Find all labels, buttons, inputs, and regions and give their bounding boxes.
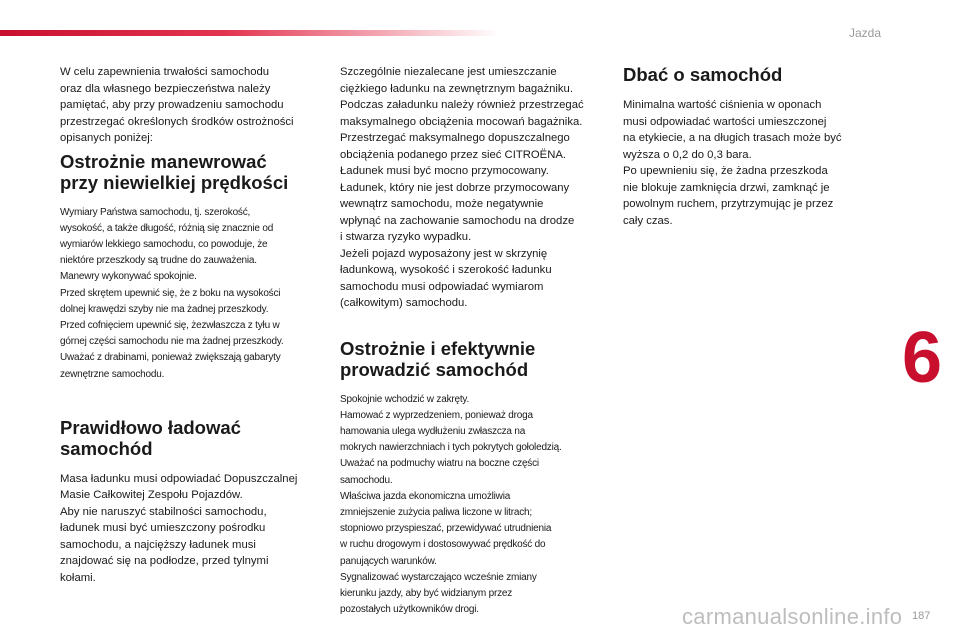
section-title: Jazda: [849, 26, 882, 40]
heading-maneuver: Ostrożnie manewrować przy niewielkiej prędkości: [60, 150, 289, 193]
watermark: carmanualsonline.info: [682, 604, 903, 629]
chapter-number: 6: [902, 318, 943, 398]
maneuver-paragraph: Wymiary Państwa samochodu, tj. szerokość, wysokość, a także długość, różnią się znacznie od wymiarów lekkiego samochodu, co powoduje, że niektóre przeszkody są trudne do zauważenia. Manewry wykonywać spokojnie. Przed skrętem upewnić się, że z boku na wysokości dolnej krawędzi szyby nie ma żadnej przeszkody. Przed cofnięciem upewnić się, żezwłaszcza z tyłu w górnej części samochodu nie ma żadnej przeszkody. Uważać z drabinami, ponieważ zwiększają gabaryty zewnętrzne samochodu.: [60, 206, 284, 380]
loading-paragraph: Masa ładunku musi odpowiadać Dopuszczalnej Masie Całkowitej Zespołu Pojazdów. Aby nie naruszyć stabilności samochodu, ładunek musi być umieszczony pośrodku samochodu, a najcięższy ładunek musi znajdować się na podłodze, przed tylnymi kołami.: [60, 472, 298, 584]
cargo-paragraph: Szczególnie niezalecane jest umieszczanie ciężkiego ładunku na zewnętrznym bagażniku. Podczas załadunku należy również przestrzegać maksymalnego obciążenia mocowań bagażnika. Przestrzegać maksymalnego dopuszczalnego obciążenia podanego przez sieć CITROËNA. Ładunek musi być mocno przymocowany. Ładunek, który nie jest dobrze przymocowany wewnątrz samochodu, może negatywnie wpłynąć na zachowanie samochodu na drodze i stwarza ryzyko wypadku. Jeżeli pojazd wyposażony jest w skrzynię ładunkową, wysokość i szerokość ładunku samochodu musi odpowiadać wymiarom (całkowitym) samochodu.: [340, 66, 584, 309]
header-accent-bar: [0, 30, 500, 36]
care-paragraph: Minimalna wartość ciśnienia w oponach musi odpowiadać wartości umieszczonej na etykiecie, a na długich trasach może być wyższa o 0,2 do 0,3 bara. Po upewnieniu się, że żadna przeszkoda nie blokuje zamknięcia drzwi, zamknąć je powolnym ruchem, przytrzymując je przez cały czas.: [623, 99, 842, 227]
heading-driving: Ostrożnie i efektywnie prowadzić samochód: [340, 337, 536, 380]
column-left: [60, 64, 322, 586]
column-middle: [340, 64, 602, 618]
heading-loading: Prawidłowo ładować samochód: [60, 416, 241, 459]
page-number: 187: [912, 610, 931, 622]
driving-paragraph: Spokojnie wchodzić w zakręty. Hamować z wyprzedzeniem, ponieważ droga hamowania ulega wydłużeniu zwłaszcza na mokrych nawierzchniach i tych pokrytych gołoledzią. Uważać na podmuchy wiatru na boczne części samochodu. Właściwa jazda ekonomiczna umożliwia zmniejszenie zużycia paliwa liczone w litrach; stopniowo przyspieszać, przewidywać utrudnienia w ruchu drogowym i dostosowywać prędkość do panujących warunków. Sygnalizować wystarczająco wcześnie zmiany kierunku jazdy, aby być widzianym przez pozostałych użytkowników drogi.: [340, 393, 562, 616]
intro-paragraph: W celu zapewnienia trwałości samochodu oraz dla własnego bezpieczeństwa należy pamiętać, aby przy prowadzeniu samochodu przestrzegać określonych środków ostrożności opisanych poniżej:: [60, 66, 294, 144]
column-right: [623, 64, 885, 229]
heading-care: Dbać o samochód: [623, 64, 783, 85]
